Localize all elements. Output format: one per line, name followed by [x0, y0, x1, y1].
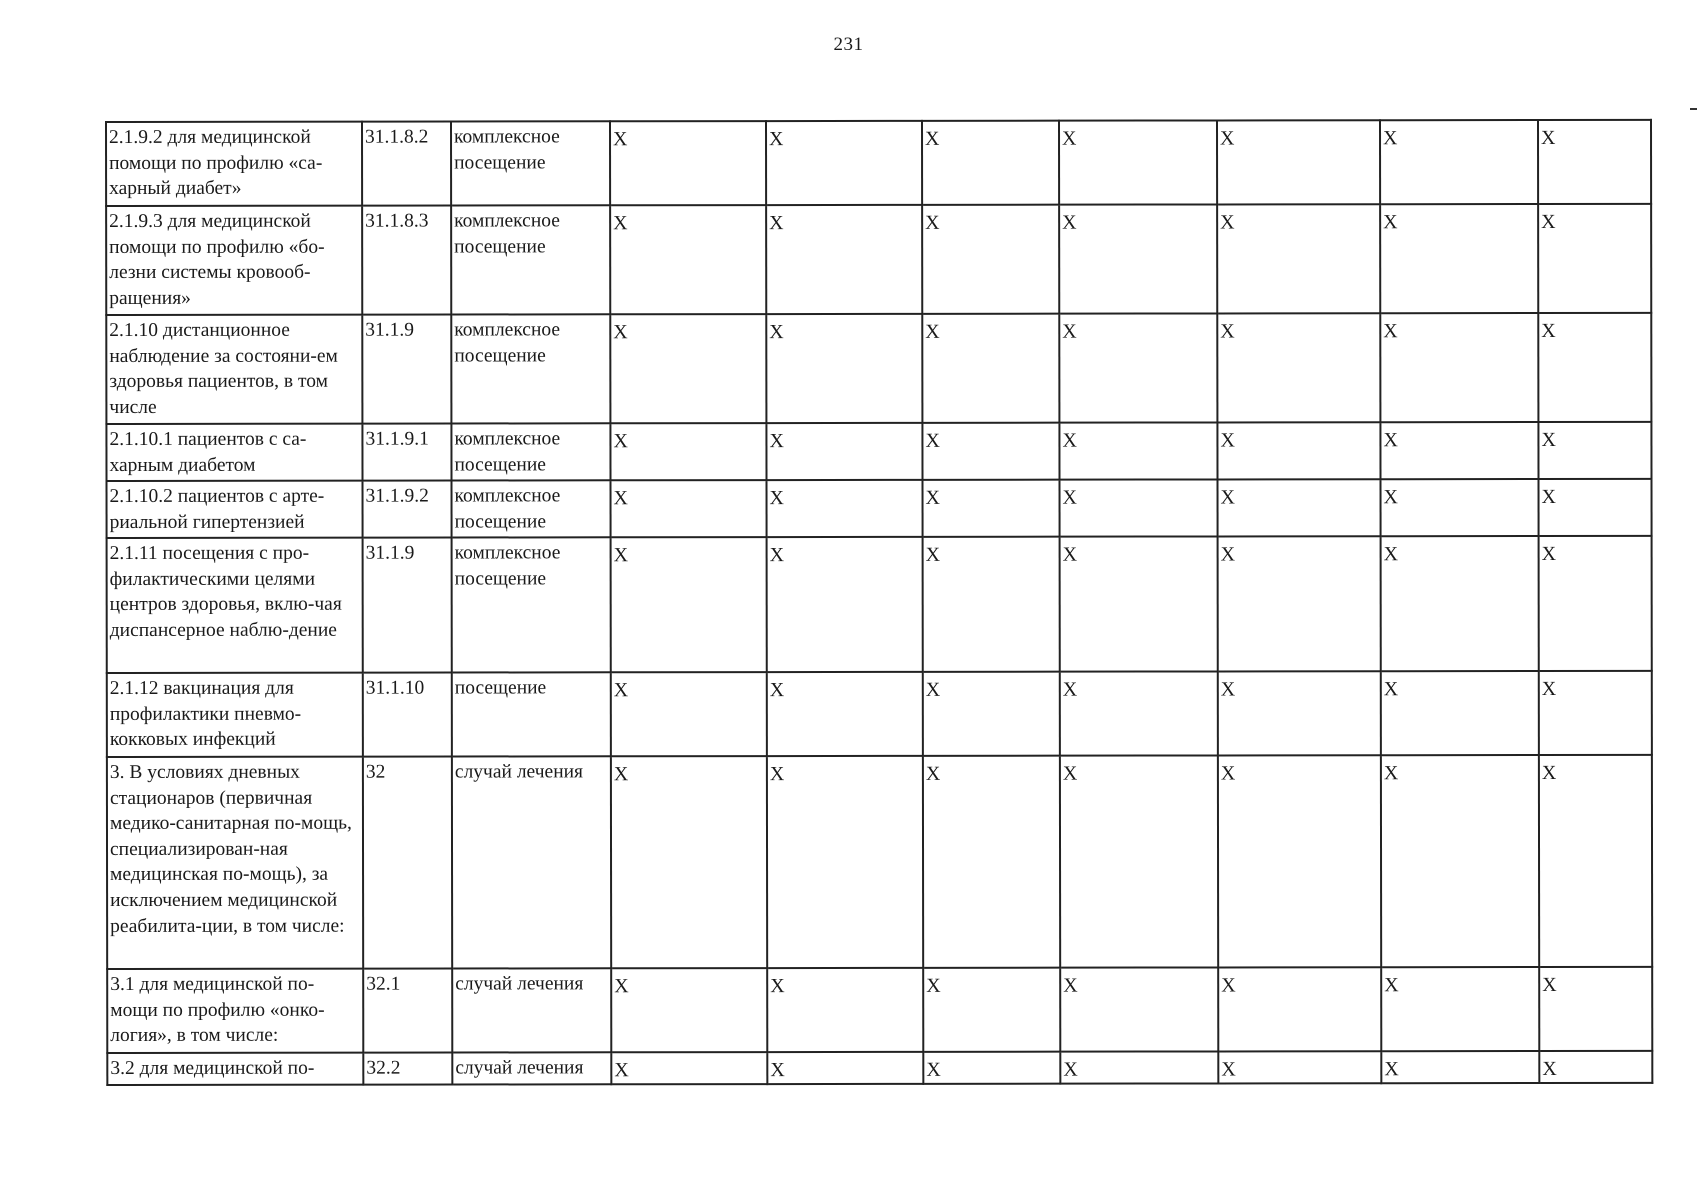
row-value-cell: Х	[1539, 1051, 1652, 1083]
row-unit-cell: комплексное посещение	[452, 480, 611, 537]
table-row	[107, 967, 1652, 1053]
row-value-cell: Х	[922, 423, 1059, 480]
row-value-cell: Х	[1059, 204, 1217, 313]
row-value-cell: Х	[1218, 479, 1381, 536]
table-row	[107, 671, 1652, 757]
row-value-cell: Х	[1539, 755, 1652, 967]
row-value-cell: Х	[1060, 536, 1218, 671]
page-number: 231	[833, 34, 864, 55]
row-value-cell: Х	[766, 314, 922, 423]
row-name-cell: 2.1.9.2 для медицинской помощи по профилю «са-харный диабет»	[106, 122, 362, 206]
row-value-cell: Х	[610, 423, 766, 480]
row-value-cell: Х	[1381, 967, 1539, 1051]
row-name-cell: 2.1.10.1 пациентов с са-харным диабетом	[106, 424, 362, 481]
row-value-cell: Х	[1060, 1051, 1218, 1083]
row-code-cell: 31.1.8.2	[362, 122, 451, 206]
row-name-cell: 3. В условиях дневных стационаров (первичная медико-санитарная по-мощь, специализирован-ная медицинская по-мощь), за исключением медицинской реабилита-ции, в том числе:	[107, 757, 363, 969]
row-value-cell: Х	[922, 121, 1059, 205]
row-unit-cell: случай лечения	[452, 1052, 611, 1084]
row-value-cell: Х	[1380, 422, 1538, 479]
row-value-cell: Х	[610, 205, 766, 314]
row-value-cell: Х	[1218, 755, 1381, 967]
row-value-cell: Х	[767, 480, 923, 537]
row-value-cell: Х	[766, 121, 922, 205]
row-value-cell: Х	[610, 314, 766, 423]
row-value-cell: Х	[1380, 204, 1538, 313]
row-unit-cell: комплексное посещение	[451, 314, 610, 423]
row-unit-cell: комплексное посещение	[452, 537, 611, 672]
row-name-cell: 3.1 для медицинской по-мощи по профилю «онко-логия», в том числе:	[107, 969, 363, 1053]
edge-mark	[1690, 108, 1697, 110]
table-row	[107, 536, 1652, 673]
row-value-cell: Х	[1381, 755, 1539, 967]
table-row	[107, 479, 1652, 538]
table-row	[107, 1051, 1652, 1085]
table-body	[106, 120, 1652, 1085]
row-value-cell: Х	[1059, 422, 1217, 479]
row-value-cell: Х	[1060, 967, 1218, 1051]
row-unit-cell: случай лечения	[452, 756, 611, 968]
row-value-cell: Х	[922, 205, 1059, 314]
row-value-cell: Х	[1059, 313, 1217, 422]
row-value-cell: Х	[1539, 671, 1652, 755]
row-value-cell: Х	[1218, 536, 1381, 671]
row-code-cell: 31.1.8.3	[362, 206, 451, 315]
row-code-cell: 32	[363, 757, 452, 969]
row-value-cell: Х	[767, 537, 923, 672]
row-value-cell: Х	[767, 968, 923, 1052]
row-value-cell: Х	[611, 672, 767, 756]
row-value-cell: Х	[1060, 755, 1218, 967]
data-table	[105, 119, 1653, 1086]
row-value-cell: Х	[1539, 479, 1652, 536]
row-value-cell: Х	[1381, 536, 1539, 671]
row-value-cell: Х	[1381, 671, 1539, 755]
row-value-cell: Х	[1218, 967, 1381, 1051]
row-value-cell: Х	[1060, 479, 1218, 536]
row-value-cell: Х	[1538, 422, 1651, 479]
row-value-cell: Х	[923, 1052, 1060, 1084]
row-value-cell: Х	[1539, 536, 1652, 671]
row-unit-cell: случай лечения	[452, 968, 611, 1052]
row-value-cell: Х	[1218, 1051, 1381, 1083]
row-value-cell: Х	[1381, 1051, 1539, 1083]
row-value-cell: Х	[1538, 120, 1651, 204]
row-value-cell: Х	[767, 756, 923, 968]
row-code-cell: 31.1.9	[362, 315, 451, 424]
table-row	[106, 313, 1651, 424]
table-row	[106, 204, 1651, 315]
row-value-cell: Х	[611, 756, 767, 968]
row-value-cell: Х	[611, 1052, 767, 1084]
row-name-cell: 2.1.11 посещения с про-филактическими целями центров здоровья, вклю-чая диспансерное наблю-дение	[107, 538, 363, 673]
row-value-cell: Х	[1380, 120, 1538, 204]
row-name-cell: 2.1.10.2 пациентов с арте-риальной гипертензией	[107, 481, 363, 538]
row-value-cell: Х	[922, 314, 1059, 423]
row-unit-cell: посещение	[452, 672, 611, 756]
row-code-cell: 31.1.10	[363, 673, 452, 757]
row-value-cell: Х	[1217, 204, 1380, 313]
row-name-cell: 2.1.10 дистанционное наблюдение за состояни-ем здоровья пациентов, в том числе	[106, 315, 362, 424]
row-value-cell: Х	[923, 672, 1060, 756]
row-unit-cell: комплексное посещение	[451, 423, 610, 480]
row-value-cell: Х	[767, 1052, 923, 1084]
row-value-cell: Х	[1538, 313, 1651, 422]
row-value-cell: Х	[1538, 204, 1651, 313]
row-name-cell: 2.1.12 вакцинация для профилактики пневмо-кокковых инфекций	[107, 673, 363, 757]
row-code-cell: 31.1.9.2	[363, 481, 452, 538]
row-value-cell: Х	[610, 121, 766, 205]
row-value-cell: Х	[1218, 671, 1381, 755]
row-value-cell: Х	[1059, 120, 1217, 204]
row-value-cell: Х	[766, 205, 922, 314]
row-value-cell: Х	[923, 968, 1060, 1052]
row-value-cell: Х	[766, 423, 922, 480]
row-name-cell: 2.1.9.3 для медицинской помощи по профилю «бо-лезни системы кровооб-ращения»	[106, 206, 362, 315]
table-row	[107, 755, 1652, 969]
row-code-cell: 31.1.9	[363, 538, 452, 673]
row-value-cell: Х	[611, 537, 767, 672]
row-value-cell: Х	[611, 480, 767, 537]
table-row	[106, 120, 1651, 206]
row-unit-cell: комплексное посещение	[451, 205, 610, 314]
row-value-cell: Х	[923, 480, 1060, 537]
row-value-cell: Х	[1217, 120, 1380, 204]
row-value-cell: Х	[1217, 422, 1380, 479]
row-value-cell: Х	[1217, 313, 1380, 422]
row-code-cell: 32.2	[363, 1053, 452, 1085]
row-code-cell: 31.1.9.1	[362, 424, 451, 481]
row-code-cell: 32.1	[363, 969, 452, 1053]
table-row	[106, 422, 1651, 481]
row-value-cell: Х	[767, 672, 923, 756]
row-value-cell: Х	[1381, 479, 1539, 536]
row-value-cell: Х	[611, 968, 767, 1052]
row-value-cell: Х	[1380, 313, 1538, 422]
row-name-cell: 3.2 для медицинской по-	[107, 1053, 363, 1085]
row-value-cell: Х	[1539, 967, 1652, 1051]
row-value-cell: Х	[923, 537, 1060, 672]
row-unit-cell: комплексное посещение	[451, 121, 610, 205]
row-value-cell: Х	[1060, 671, 1218, 755]
row-value-cell: Х	[923, 756, 1060, 968]
